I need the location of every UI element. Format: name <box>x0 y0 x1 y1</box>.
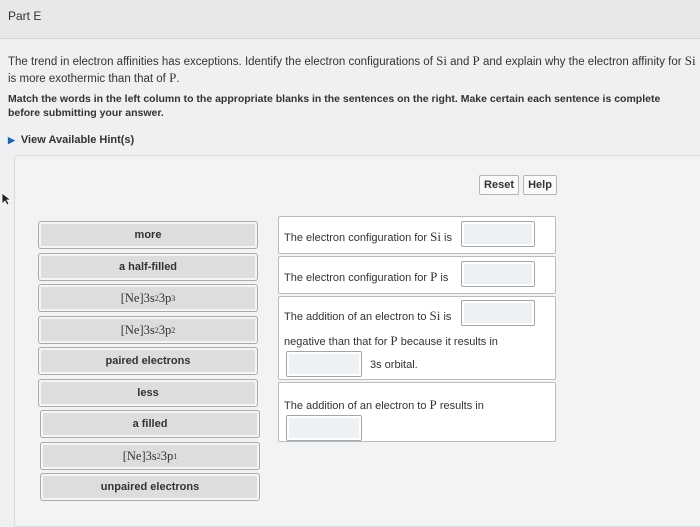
formula-exponent: 2 <box>154 293 159 303</box>
drop-blank-p-configuration[interactable] <box>461 261 535 287</box>
tile-paired-electrons[interactable]: paired electrons <box>38 347 258 375</box>
part-title: Part E <box>8 9 42 23</box>
question-segment: and explain why the electron affinity for <box>479 56 685 68</box>
element-symbol: Si <box>684 53 696 68</box>
sentence-segment: The electron configuration for <box>284 232 431 244</box>
sentence-segment: because it results in <box>397 336 498 348</box>
formula-core: [Ne]3s <box>122 448 157 463</box>
question-segment: The trend in electron affinities has exceptions. Identify the electron configurations of <box>8 56 437 68</box>
tile-unpaired-electrons[interactable]: unpaired electrons <box>40 473 260 501</box>
sentence-text <box>284 269 448 285</box>
question-segment: and <box>446 56 473 68</box>
hint-label: View Available Hint(s) <box>20 134 135 146</box>
drop-blank-si-configuration[interactable] <box>461 221 535 247</box>
tile-less[interactable]: less <box>38 379 258 407</box>
sentence-text <box>284 308 451 324</box>
sentence-si-electron-addition <box>278 296 556 380</box>
sentence-segment: The addition of an electron to <box>284 400 430 412</box>
sentence-p-configuration <box>278 256 556 294</box>
tile-ne-3s2-3p3[interactable] <box>38 284 258 312</box>
sentence-text <box>284 229 452 245</box>
sentence-p-electron-addition <box>278 382 556 442</box>
sentence-segment: is <box>440 232 452 244</box>
element-symbol: P <box>472 53 480 68</box>
element-symbol: Si <box>436 53 447 68</box>
element-symbol: P <box>169 70 177 85</box>
sentence-si-configuration <box>278 216 556 254</box>
sentence-segment: The electron configuration for <box>284 272 431 284</box>
sentence-segment: results in <box>436 400 484 412</box>
formula-core: [Ne]3s <box>120 322 155 337</box>
sentence-text-line2 <box>284 333 498 349</box>
sentence-segment: is <box>437 272 449 284</box>
drop-blank-orbital-result-p[interactable] <box>286 415 362 441</box>
element-symbol: Si <box>429 308 441 323</box>
sentence-segment: The addition of an electron to <box>284 311 430 323</box>
question-segment: is more exothermic than that of <box>8 73 170 85</box>
help-button[interactable]: Help <box>523 175 557 195</box>
formula-exponent: 2 <box>154 325 159 335</box>
tile-a-half-filled[interactable]: a half-filled <box>38 253 258 281</box>
question-text <box>8 53 698 87</box>
triangle-right-icon: ▶ <box>8 135 15 145</box>
tile-ne-3s2-3p1[interactable] <box>40 442 260 470</box>
sentence-text <box>284 397 484 413</box>
element-symbol: P <box>430 269 438 284</box>
tile-more[interactable]: more <box>38 221 258 249</box>
element-symbol: P <box>429 397 437 412</box>
sentence-segment: negative than that for <box>284 336 391 348</box>
formula-core: [Ne]3s <box>120 290 155 305</box>
drop-blank-more-or-less[interactable] <box>461 300 535 326</box>
sentence-tail: 3s orbital. <box>370 359 418 371</box>
mouse-pointer-icon <box>1 192 13 206</box>
formula-exponent: 1 <box>173 451 178 461</box>
instructions: Match the words in the left column to the appropriate blanks in the sentences on the right. Make certain each sentence is complete before submitting your answer. <box>8 93 661 119</box>
formula-orbital: 3p <box>158 290 172 305</box>
formula-exponent: 2 <box>156 451 161 461</box>
question-segment: . <box>176 73 180 85</box>
element-symbol: Si <box>430 229 441 244</box>
tile-ne-3s2-3p2[interactable] <box>38 316 258 344</box>
formula-exponent: 2 <box>171 325 176 335</box>
view-hints-toggle[interactable] <box>8 134 134 146</box>
reset-button[interactable]: Reset <box>479 175 519 195</box>
element-symbol: P <box>390 333 398 348</box>
formula-orbital: 3p <box>158 322 172 337</box>
part-header <box>0 0 700 39</box>
sentence-segment: is <box>440 311 452 323</box>
drop-blank-orbital-result-si[interactable] <box>286 351 362 377</box>
formula-orbital: 3p <box>160 448 174 463</box>
formula-exponent: 3 <box>171 293 176 303</box>
tile-a-filled[interactable]: a filled <box>40 410 260 438</box>
